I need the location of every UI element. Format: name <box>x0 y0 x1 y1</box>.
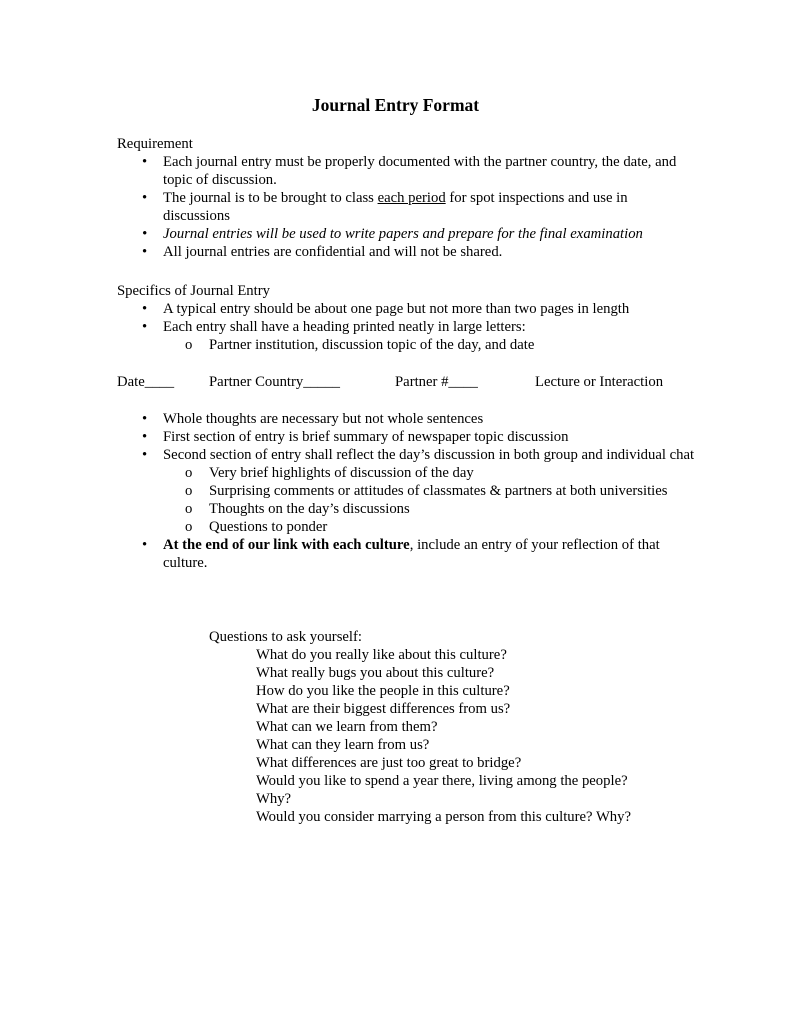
sub-list-item: o Partner institution, discussion topic of the day, and date <box>185 337 535 353</box>
sub-bullet-icon: o <box>185 337 193 353</box>
requirement-list <box>117 153 697 261</box>
question-item: Would you like to spend a year there, living among the people? <box>256 773 628 789</box>
requirement-section <box>117 135 697 261</box>
list-item: • The journal is to be brought to class each period for spot inspections and use in discussions <box>142 190 628 224</box>
question-item: What can they learn from us? <box>256 737 430 753</box>
date-field: Date____ <box>117 374 175 390</box>
list-item: • Journal entries will be used to write papers and prepare for the final examination <box>142 226 643 242</box>
specifics-section <box>117 282 697 354</box>
list-item: • A typical entry should be about one page but not more than two pages in length <box>142 301 630 317</box>
requirement-label: Requirement <box>117 136 193 152</box>
list-item: • At the end of our link with each culture, include an entry of your reflection of that culture. <box>142 537 660 571</box>
list-item: • Each entry shall have a heading printed neatly in large letters: <box>142 319 526 335</box>
sub-list-item: o Thoughts on the day’s discussions <box>185 501 410 517</box>
sub-bullet-icon: o <box>185 501 193 517</box>
bullet-icon: • <box>142 447 148 463</box>
specifics-label: Specifics of Journal Entry <box>117 283 270 299</box>
partner-country-field: Partner Country_____ <box>209 374 340 390</box>
questions-label: Questions to ask yourself: <box>209 629 362 645</box>
question-item: What differences are just too great to bridge? <box>256 755 522 771</box>
question-item: Why? <box>256 791 292 807</box>
bullet-icon: • <box>142 244 148 260</box>
bullet-icon: • <box>142 154 148 170</box>
questions-section <box>209 628 679 826</box>
question-item: What do you really like about this culture? <box>256 647 507 663</box>
emphasis-culture-end: At the end of our link with each culture <box>163 537 410 553</box>
partner-number-field: Partner #____ <box>395 374 478 390</box>
list-item: • All journal entries are confidential and will not be shared. <box>142 244 503 260</box>
list-item: • Second section of entry shall reflect the day’s discussion in both group and individual chat <box>142 447 695 463</box>
list-item: • First section of entry is brief summary of newspaper topic discussion <box>142 429 569 445</box>
question-item: How do you like the people in this culture? <box>256 683 510 699</box>
bullet-icon: • <box>142 319 148 335</box>
bullet-icon: • <box>142 537 148 553</box>
bullet-icon: • <box>142 429 148 445</box>
content-section <box>117 410 697 572</box>
bullet-icon: • <box>142 411 148 427</box>
sub-list-item: o Surprising comments or attitudes of classmates & partners at both universities <box>185 483 668 499</box>
entry-type-field: Lecture or Interaction <box>535 374 664 390</box>
question-item: What are their biggest differences from us? <box>256 701 511 717</box>
list-item: • Whole thoughts are necessary but not whole sentences <box>142 411 484 427</box>
content-list <box>117 410 697 572</box>
emphasis-each-period: each period <box>377 190 446 206</box>
question-item: What can we learn from them? <box>256 719 438 735</box>
sub-list-item: o Very brief highlights of discussion of the day <box>185 465 474 481</box>
heading-field-row <box>117 373 677 391</box>
question-item: What really bugs you about this culture? <box>256 665 495 681</box>
sub-bullet-icon: o <box>185 465 193 481</box>
questions-list <box>209 646 679 826</box>
bullet-icon: • <box>142 301 148 317</box>
document-title: Journal Entry Format <box>311 95 480 115</box>
list-item: • Each journal entry must be properly documented with the partner country, the date, and topic of discussion. <box>142 154 677 188</box>
sub-bullet-icon: o <box>185 519 193 535</box>
sub-list-item: o Questions to ponder <box>185 519 328 535</box>
specifics-list <box>117 300 697 354</box>
bullet-icon: • <box>142 190 148 206</box>
sub-bullet-icon: o <box>185 483 193 499</box>
question-item: Would you consider marrying a person from this culture? Why? <box>256 809 632 825</box>
bullet-icon: • <box>142 226 148 242</box>
